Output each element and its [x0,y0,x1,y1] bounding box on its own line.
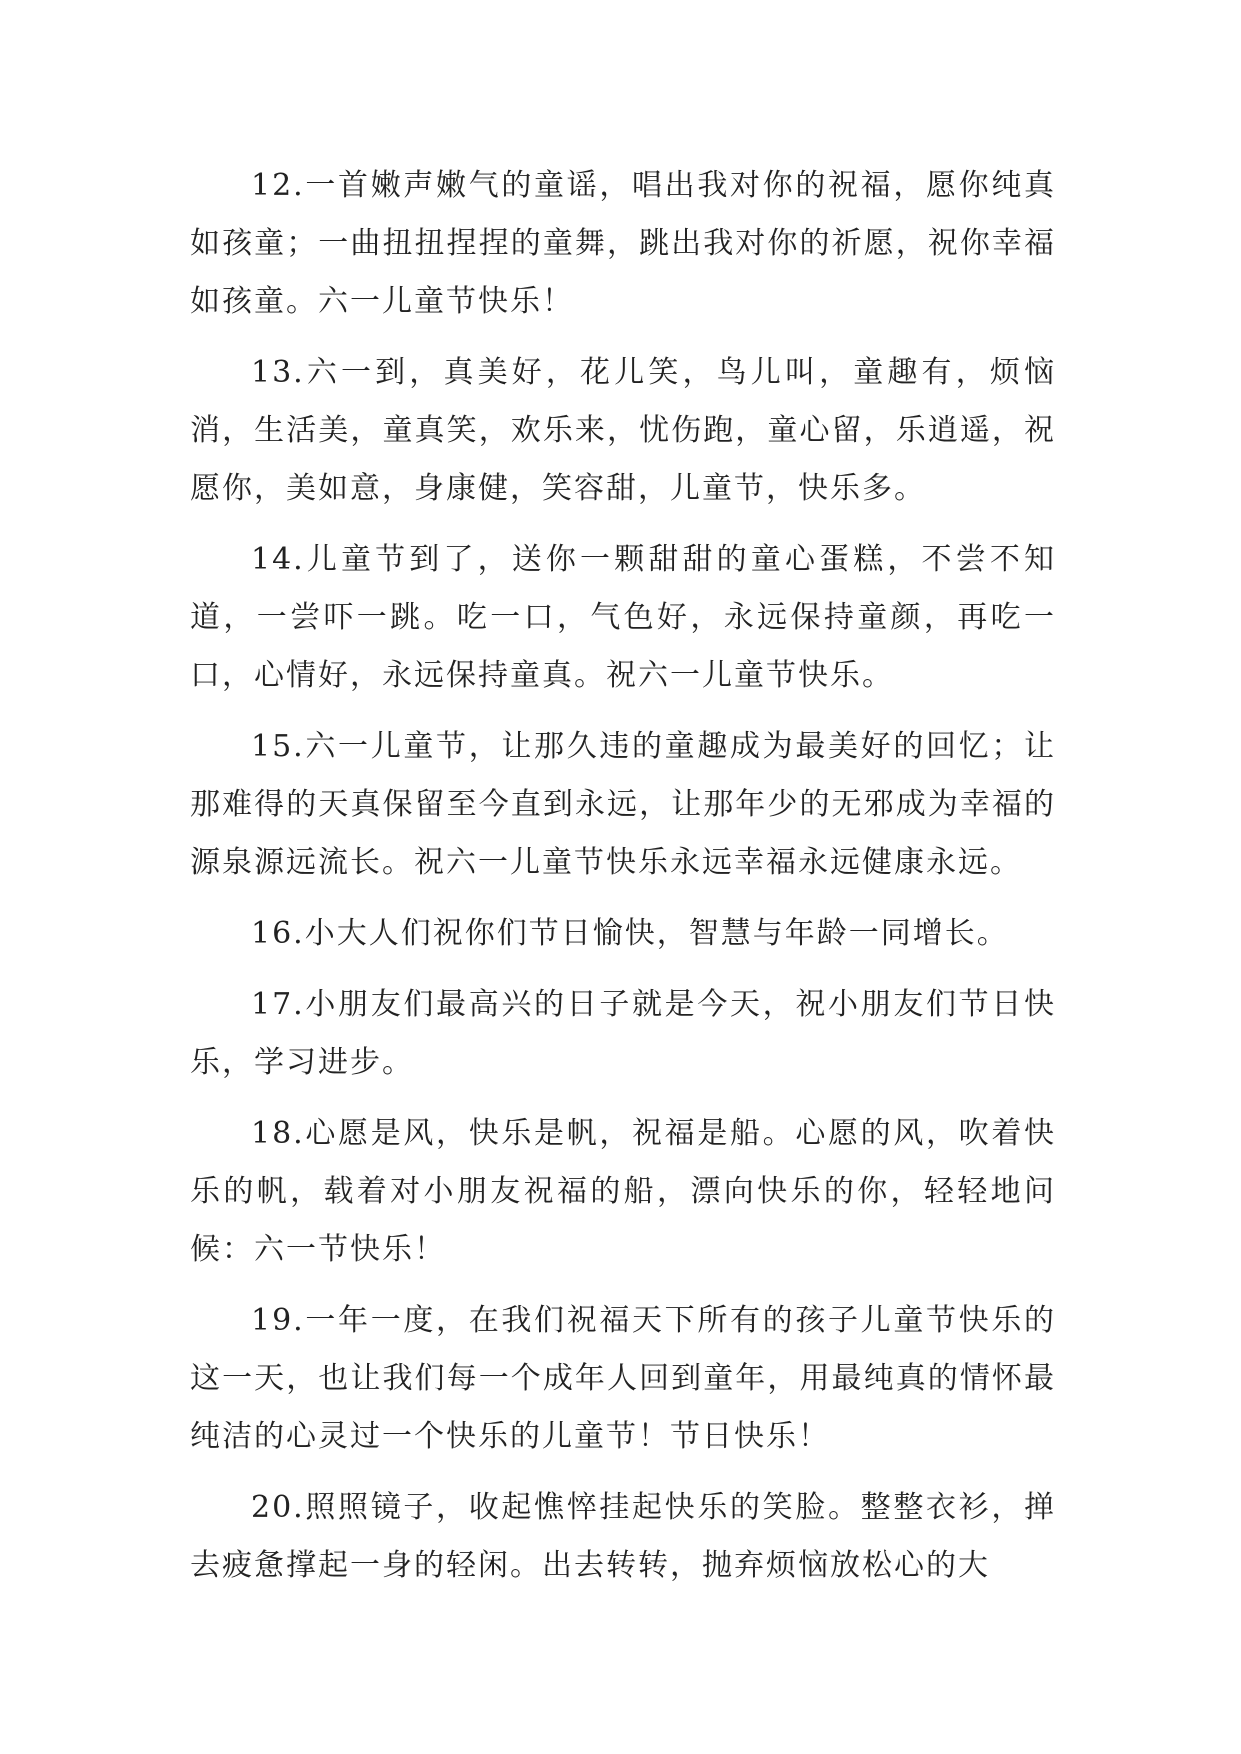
paragraph-17: 17.小朋友们最高兴的日子就是今天，祝小朋友们节日快乐，学习进步。 [190,987,1056,1080]
paragraph-18: 18.心愿是风，快乐是帆，祝福是船。心愿的风，吹着快乐的帆，载着对小朋友祝福的船，漂向快乐的你，轻轻地问候：六一节快乐！ [190,1116,1056,1267]
paragraph-12: 12.一首嫩声嫩气的童谣，唱出我对你的祝福，愿你纯真如孩童；一曲扭扭捏捏的童舞，跳出我对你的祈愿，祝你幸福如孩童。六一儿童节快乐！ [190,168,1056,319]
paragraph-19: 19.一年一度，在我们祝福天下所有的孩子儿童节快乐的这一天，也让我们每一个成年人回到童年，用最纯真的情怀最纯洁的心灵过一个快乐的儿童节！节日快乐！ [190,1303,1056,1454]
paragraph-14: 14.儿童节到了，送你一颗甜甜的童心蛋糕，不尝不知道，一尝吓一跳。吃一口，气色好，永远保持童颜，再吃一口，心情好，永远保持童真。祝六一儿童节快乐。 [190,542,1056,693]
paragraph-16: 16.小大人们祝你们节日愉快，智慧与年龄一同增长。 [251,916,1009,951]
paragraph-13: 13.六一到，真美好，花儿笑，鸟儿叫，童趣有，烦恼消，生活美，童真笑，欢乐来，忧伤跑，童心留，乐逍遥，祝愿你，美如意，身康健，笑容甜，儿童节，快乐多。 [190,355,1056,506]
paragraph-15: 15.六一儿童节，让那久违的童趣成为最美好的回忆；让那难得的天真保留至今直到永远，让那年少的无邪成为幸福的源泉源远流长。祝六一儿童节快乐永远幸福永远健康永远。 [190,729,1056,880]
paragraph-20: 20.照照镜子，收起憔悴挂起快乐的笑脸。整整衣衫，掸去疲惫撑起一身的轻闲。出去转转，抛弃烦恼放松心的大 [190,1490,1056,1583]
document-page [190,157,1056,1608]
